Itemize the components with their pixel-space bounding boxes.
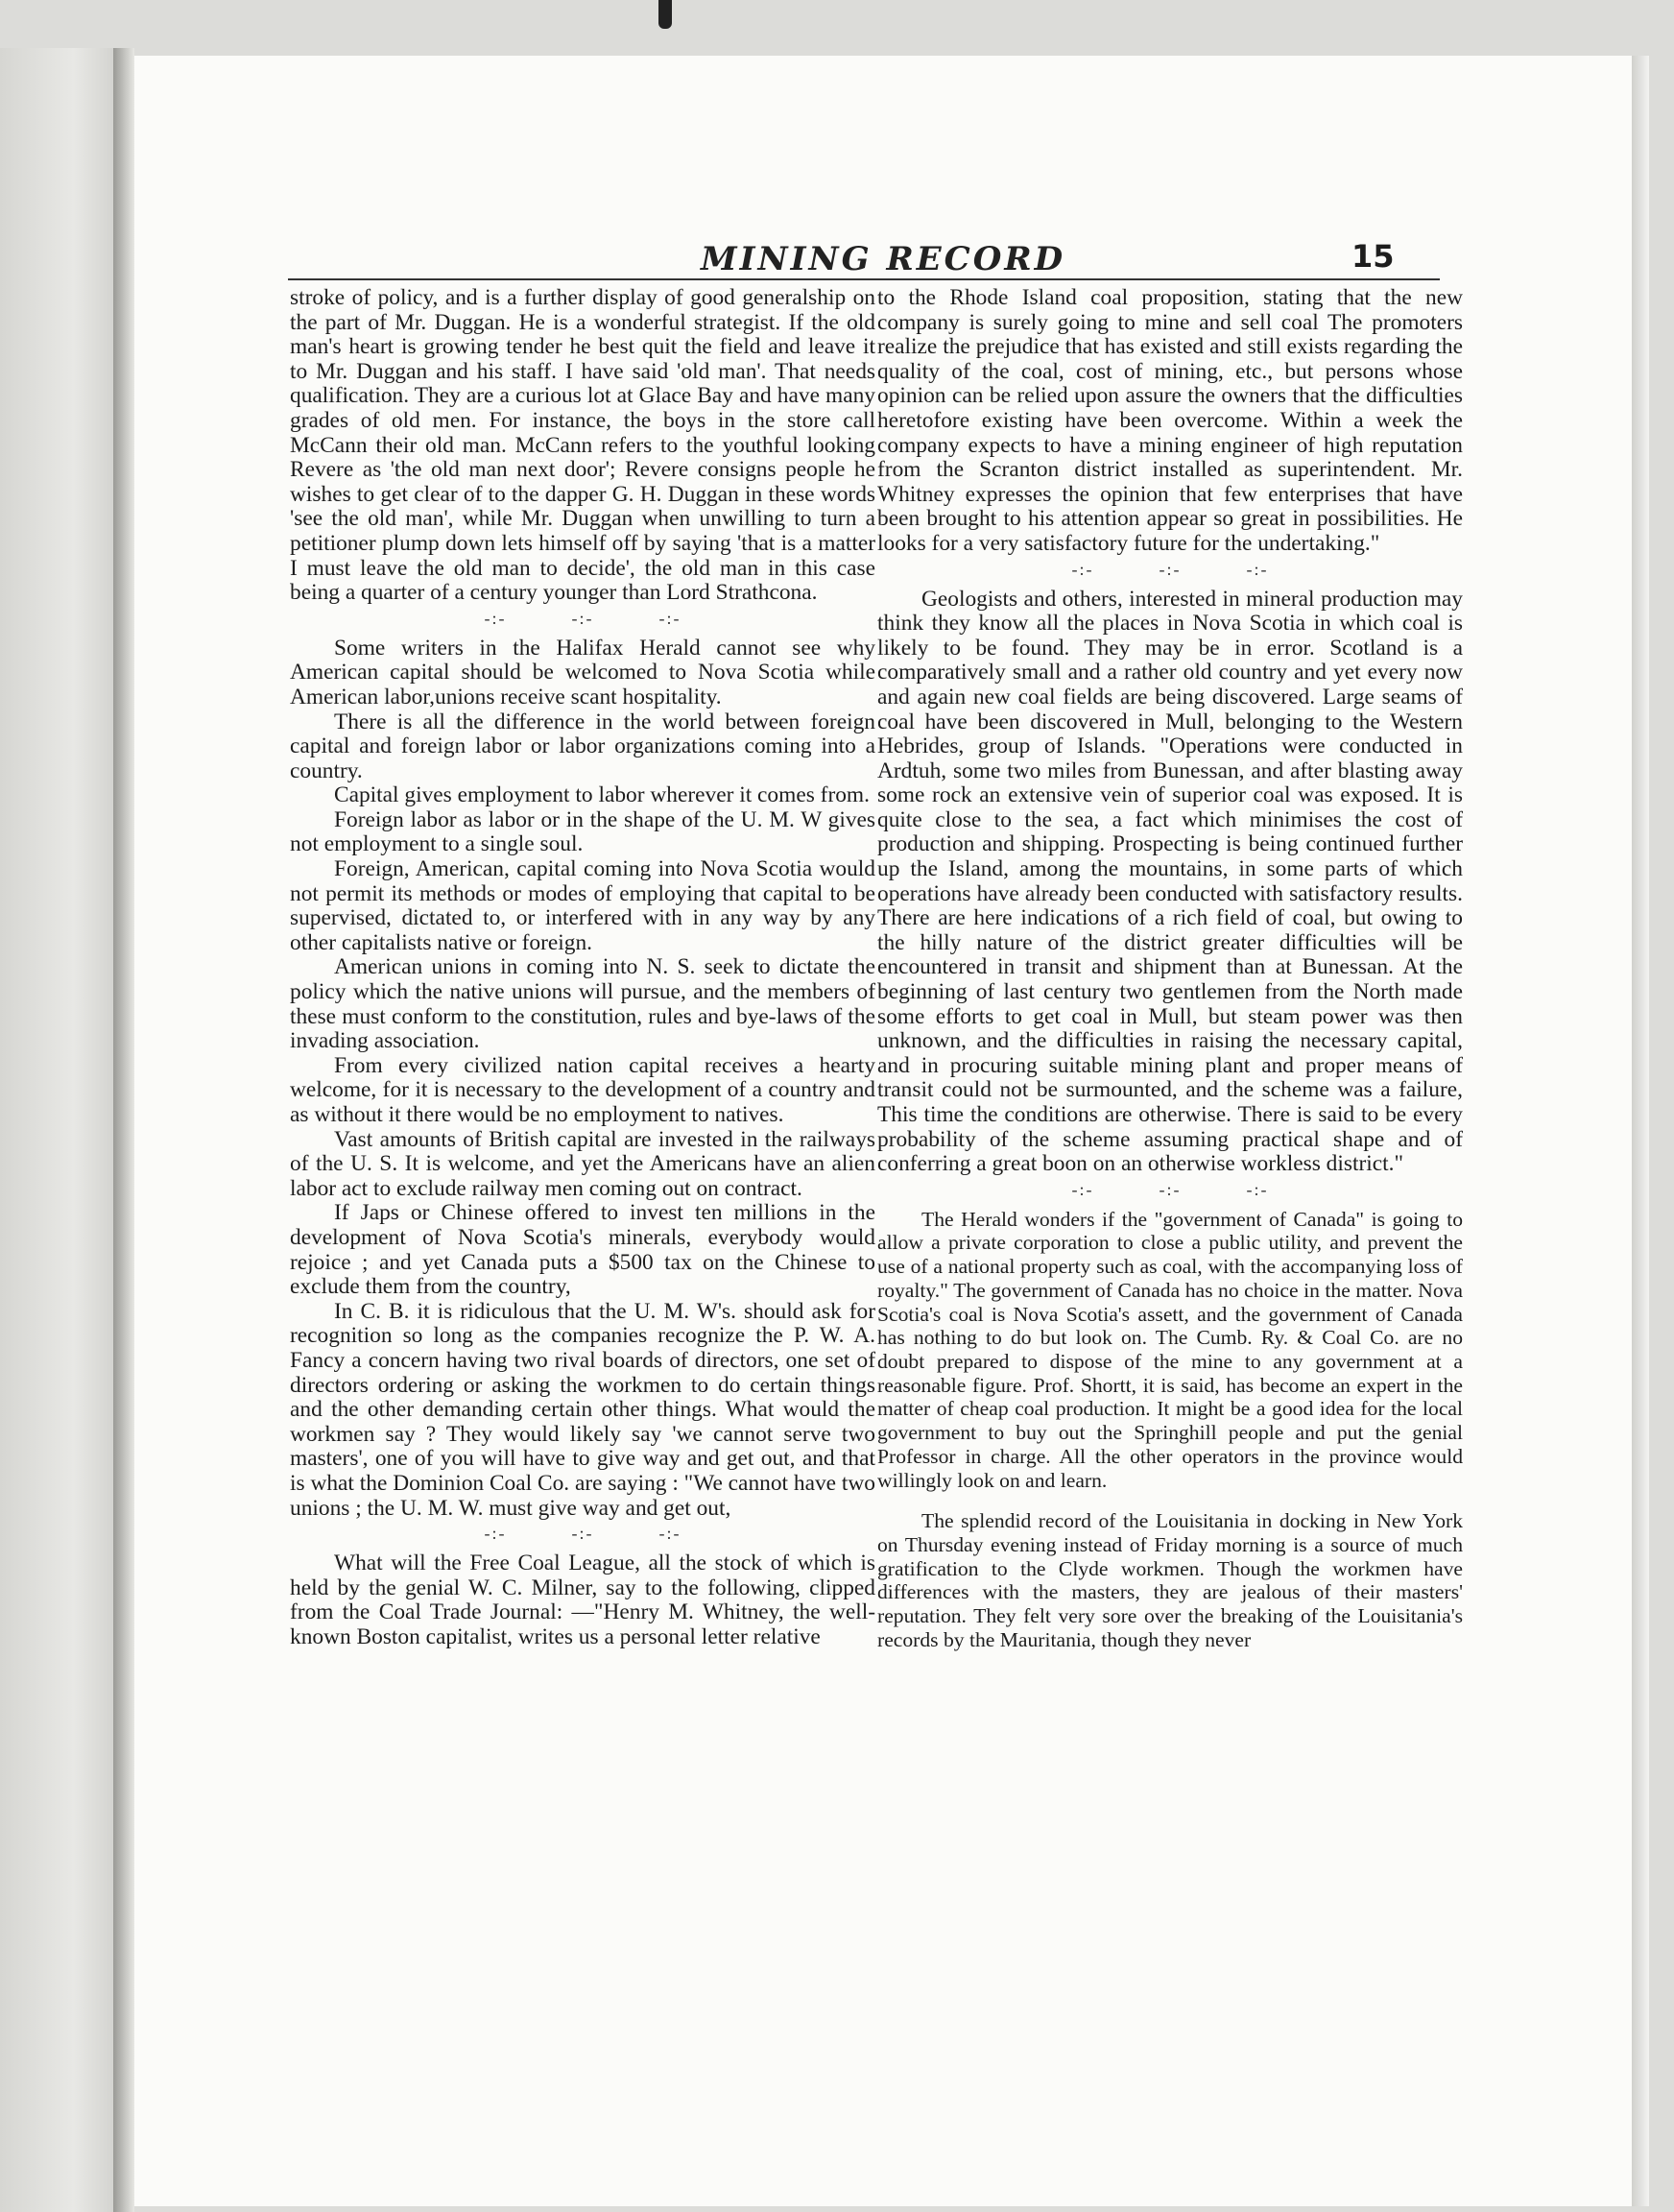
header-rule [288, 278, 1440, 280]
ink-mark [658, 0, 672, 29]
paragraph: There is all the difference in the world between foreign capital and foreign labor or labor organizations coming into a country. [290, 709, 875, 783]
paragraph: Vast amounts of British capital are invested in the railways of the U. S. It is welcome, and yet the Americans have an alien labor act to exclude railway men coming out on contract. [290, 1126, 875, 1201]
paragraph: If Japs or Chinese offered to invest ten millions in the development of Nova Scotia's minerals, everybody would rejoice ; and yet Canada puts a $500 tax on the Chinese to exclude them from the country, [290, 1200, 875, 1300]
facing-page-edge [0, 48, 123, 2212]
paragraph: Geologists and others, interested in mineral production may think they know all the places in Nova Scotia in which coal is likely to be found. They may be in error. Scotland is a comparatively small and a rather old country and yet every now and again new coal fields are being discovered. Large seams of coal have been discovered in Mull, belonging to the Western Hebrides, group of Islands. "Operations were conducted in Ardtuh, some two miles from Bunessan, and after blasting away some rock an extensive vein of superior coal was exposed. It is quite close to the sea, a fact which minimises the cost of production and shipping. Prospecting is being continued further up the Island, among the mountains, in some parts of which operations have already been conducted with satisfactory results. There are here indications of a rich field of coal, but owing to the hilly nature of the district greater difficulties will be encountered in transit and shipment than at Bunessan. At the beginning of last century two gentlemen from the North made some efforts to get coal in Mull, but steam power was then unknown, and the difficulties in raising the necessary capital, and in procuring suitable mining plant and proper means of transit could not be surmounted, and the scheme was a failure, This time the conditions are otherwise. There is said to be every probability of the scheme assuming practical shape and of conferring a great boon on an otherwise workless district." [877, 586, 1463, 1177]
paragraph: Capital gives employment to labor wherever it comes from. [334, 782, 870, 808]
paragraph: The splendid record of the Louisitania in docking in New York on Thursday evening instead of Friday morning is a source of much gratification to the Clyde workmen. Though the workmen have differences with the masters, they are jealous of their masters' reputation. They felt very sore over the breaking of the Louisitania's records by the Mauritania, though they never [877, 1509, 1463, 1651]
page-header [288, 240, 1440, 278]
page-edge [1632, 56, 1649, 2206]
section-separator: -:- -:- -:- [1071, 559, 1269, 579]
paragraph: Some writers in the Halifax Herald cannot see why American capital should be welcomed to Nova Scotia while American labor,unions receive scant hospitality. [290, 635, 875, 709]
running-title: MINING RECORD [701, 240, 1066, 278]
paragraph: Foreign, American, capital coming into Nova Scotia would not permit its methods or modes of employing that capital to be supervised, dictated to, or interfered with in any way by any other capitalists native or foreign. [290, 856, 875, 955]
spacer [877, 1492, 1463, 1509]
right-column [877, 286, 1463, 1651]
paragraph: to the Rhode Island coal proposition, stating that the new company is surely going to mine and sell coal The promoters realize the prejudice that has existed and still exists regarding the quality of the coal, cost of mining, etc., but persons whose opinion can be relied upon assure the owners that the difficulties heretofore existing have been overcome. Within a week the company expects to have a mining engineer of high reputation from the Scranton district installed as superintendent. Mr. Whitney expresses the opinion that few enterprises that have been brought to his attention appear so great in possibilities. He looks for a very satisfactory future for the undertaking." [877, 285, 1463, 556]
section-separator: -:- -:- -:- [484, 1524, 682, 1544]
paragraph: The Herald wonders if the "government of Canada" is going to allow a private corporation to close a public utility, and prevent the use of a national property such as coal, with the accompanying loss of royalty." The government of Canada has no choice in the matter. Nova Scotia's coal is Nova Scotia's assett, and the government of Canada has nothing to do but look on. The Cumb. Ry. & Coal Co. are no doubt prepared to dispose of the mine to any government at a reasonable figure. Prof. Shortt, it is said, has become an expert in the matter of cheap coal production. It might be a good idea for the local government to buy out the Springhill people and put the genial Professor in charge. All the other operators in the province would willingly look on and learn. [877, 1207, 1463, 1492]
left-column [290, 286, 875, 1649]
paragraph: American unions in coming into N. S. seek to dictate the policy which the native unions will pursue, and the members of these must conform to the constitution, rules and bye-laws of the invading association. [290, 954, 875, 1054]
binding-shadow [113, 48, 134, 2212]
section-separator: -:- -:- -:- [484, 608, 682, 628]
paragraph: From every civilized nation capital receives a hearty welcome, for it is necessary to the development of a country and as without it there would be no employment to natives. [290, 1052, 875, 1127]
paragraph: stroke of policy, and is a further display of good generalship on the part of Mr. Duggan. He is a wonderful strategist. If the old man's heart is growing tender he best quit the field and leave it to Mr. Duggan and his staff. I have said 'old man'. That needs qualification. They are a curious lot at Glace Bay and have many grades of old men. For instance, the boys in the store call McCann their old man. McCann refers to the youthful looking Revere as 'the old man next door'; Revere consigns people he wishes to get clear of to the dapper G. H. Duggan in these words 'see the old man', while Mr. Duggan when unwilling to turn a petitioner plump down lets himself off by saying 'that is a matter I must leave the old man to decide', the old man in this case being a quarter of a century younger than Lord Strathcona. [290, 285, 875, 606]
section-separator: -:- -:- -:- [1071, 1179, 1269, 1199]
paragraph: What will the Free Coal League, all the stock of which is held by the genial W. C. Milner, say to the following, clipped from the Coal Trade Journal: —"Henry M. Whitney, the well-known Boston capitalist, writes us a personal letter relative [290, 1551, 875, 1649]
page-number: 15 [1351, 238, 1395, 275]
paragraph: Foreign labor as labor or in the shape of the U. M. W gives not employment to a single soul. [290, 806, 875, 857]
paragraph: In C. B. it is ridiculous that the U. M. W's. should ask for recognition so long as the companies recognize the P. W. A. Fancy a concern having two rival boards of directors, one set of directors ordering or asking the workmen to do certain things and the other demanding certain other things. What would the workmen say ? They would likely say 'we cannot serve two masters', one of you will have to give way and get out, and that is what the Dominion Coal Co. are saying : "We cannot have two unions ; the U. M. W. must give way and get out, [290, 1298, 875, 1521]
